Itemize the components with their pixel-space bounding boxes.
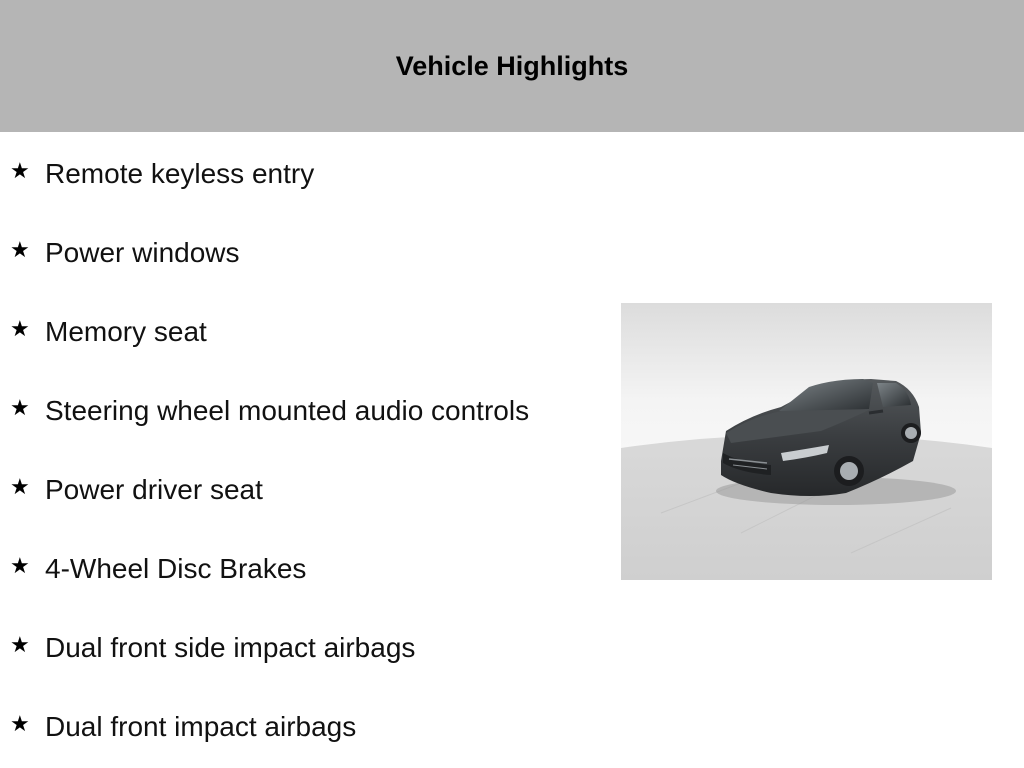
star-icon: ★ — [10, 553, 30, 578]
highlight-label: Steering wheel mounted audio controls — [45, 395, 530, 426]
highlight-label: Dual front side impact airbags — [45, 632, 416, 663]
highlight-label: Memory seat — [45, 316, 207, 347]
star-icon: ★ — [10, 395, 30, 420]
page-header — [0, 0, 1024, 132]
star-icon: ★ — [10, 237, 30, 262]
highlight-label: 4-Wheel Disc Brakes — [45, 553, 307, 584]
star-icon: ★ — [10, 474, 30, 499]
star-icon: ★ — [10, 158, 30, 183]
star-icon: ★ — [10, 316, 30, 341]
page-title: Vehicle Highlights — [395, 50, 629, 81]
star-icon: ★ — [10, 632, 30, 657]
star-icon: ★ — [10, 711, 30, 736]
highlight-label: Dual front impact airbags — [45, 711, 357, 742]
vehicle-photo-graphic — [621, 303, 992, 580]
highlight-label: Power driver seat — [45, 474, 263, 505]
vehicle-photo — [621, 303, 992, 580]
highlight-label: Remote keyless entry — [45, 158, 315, 189]
highlight-label: Power windows — [45, 237, 240, 268]
